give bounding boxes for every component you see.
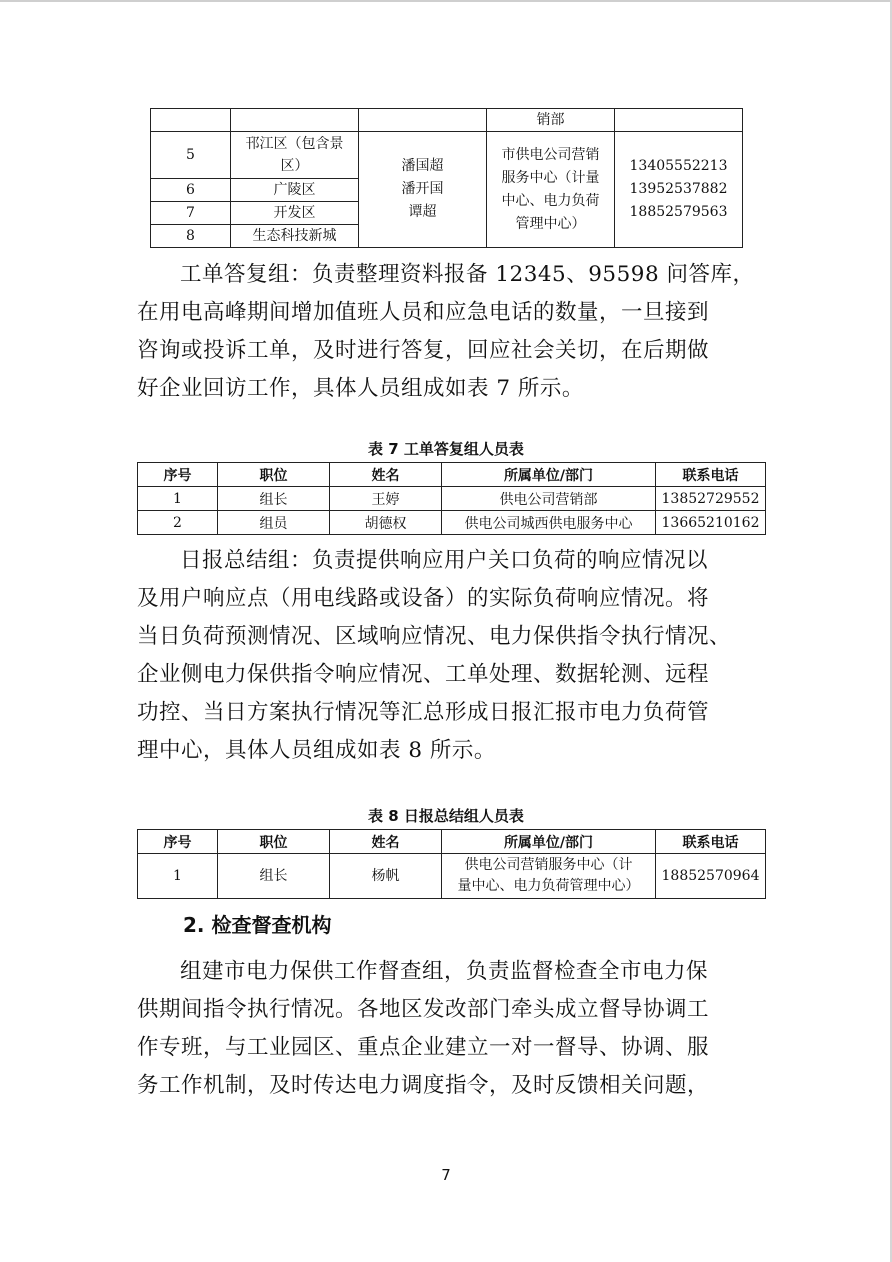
table-row xyxy=(151,132,743,179)
table-cell: 王婷 xyxy=(330,487,442,511)
text-line: 企业侧电力保供指令响应情况、工单处理、数据轮测、远程 xyxy=(137,662,710,687)
person-name: 谭超 xyxy=(408,204,437,220)
table-6-continuation xyxy=(150,108,743,248)
text-line: 在用电高峰期间增加值班人员和应急电话的数量，一旦接到 xyxy=(137,300,710,325)
paragraph-reply-group xyxy=(137,256,765,408)
text-line: 供期间指令执行情况。各地区发改部门牵头成立督导协调工 xyxy=(137,997,710,1022)
table-cell: 供电公司城西供电服务中心 xyxy=(442,511,656,535)
table-cell: 13665210162 xyxy=(656,511,766,535)
table-cell: 组长 xyxy=(218,487,330,511)
table-header-row xyxy=(138,463,766,487)
phone-number: 18852579563 xyxy=(629,204,728,220)
phone-number: 13952537882 xyxy=(629,181,728,197)
column-header: 联系电话 xyxy=(656,830,766,854)
table-cell xyxy=(231,109,359,132)
table-cell: 供电公司营销部 xyxy=(442,487,656,511)
table-header-row xyxy=(138,830,766,854)
table-cell: 1 xyxy=(138,854,218,899)
table-cell: 组长 xyxy=(218,854,330,899)
phones-cell xyxy=(615,132,743,248)
table-cell: 1 xyxy=(138,487,218,511)
person-name: 潘开国 xyxy=(401,181,444,197)
table-7 xyxy=(137,462,766,535)
table-7-caption: 表 7 工单答复组人员表 xyxy=(368,440,524,458)
page-top-edge xyxy=(0,0,892,2)
text-line: 及用户响应点（用电线路或设备）的实际负荷响应情况。将 xyxy=(137,586,710,611)
table-cell xyxy=(615,109,743,132)
unit-line: 供电公司营销服务中心（计 xyxy=(464,857,633,873)
page-number: 7 xyxy=(441,1166,451,1184)
row-number: 6 xyxy=(151,179,231,202)
district-cell: 广陵区 xyxy=(231,179,359,202)
table-cell: 2 xyxy=(138,511,218,535)
text-line: 当日负荷预测情况、区域响应情况、电力保供指令执行情况、 xyxy=(137,624,732,649)
table-row xyxy=(138,511,766,535)
column-header: 职位 xyxy=(218,463,330,487)
text-line: 理中心，具体人员组成如表 8 所示。 xyxy=(137,738,496,763)
table-row xyxy=(138,487,766,511)
table-8 xyxy=(137,829,766,899)
text-line: 组建市电力保供工作督查组，负责监督检查全市电力保 xyxy=(180,959,709,984)
column-header: 序号 xyxy=(138,830,218,854)
column-header: 联系电话 xyxy=(656,463,766,487)
names-cell xyxy=(359,132,487,248)
text-line: 功控、当日方案执行情况等汇总形成日报汇报市电力负荷管 xyxy=(137,700,710,725)
unit-line: 中心、电力负荷 xyxy=(501,192,600,209)
district-line: 区） xyxy=(280,158,309,174)
row-number: 8 xyxy=(151,225,231,248)
table-row xyxy=(151,109,743,132)
paragraph-daily-report-group xyxy=(137,542,765,770)
district-cell: 开发区 xyxy=(231,202,359,225)
column-header: 所属单位/部门 xyxy=(442,830,656,854)
column-header: 姓名 xyxy=(330,463,442,487)
table-cell: 13852729552 xyxy=(656,487,766,511)
table-cell: 杨帆 xyxy=(330,854,442,899)
district-line: 邗江区（包含景 xyxy=(245,136,344,152)
phone-number: 13405552213 xyxy=(629,158,728,174)
section-heading: 2. 检查督查机构 xyxy=(183,913,332,937)
unit-cell xyxy=(487,132,615,248)
column-header: 职位 xyxy=(218,830,330,854)
unit-line: 量中心、电力负荷管理中心） xyxy=(457,878,640,894)
table-cell: 组员 xyxy=(218,511,330,535)
column-header: 所属单位/部门 xyxy=(442,463,656,487)
row-number: 5 xyxy=(151,132,231,179)
row-number: 7 xyxy=(151,202,231,225)
column-header: 姓名 xyxy=(330,830,442,854)
table-row xyxy=(138,854,766,899)
district-cell xyxy=(231,132,359,179)
text-line: 咨询或投诉工单，及时进行答复，回应社会关切，在后期做 xyxy=(137,338,710,363)
table-cell: 18852570964 xyxy=(656,854,766,899)
table-cell: 销部 xyxy=(487,109,615,132)
table-cell xyxy=(359,109,487,132)
person-name: 潘国超 xyxy=(401,158,444,174)
unit-line: 服务中心（计量 xyxy=(501,169,600,186)
unit-line: 管理中心） xyxy=(515,215,586,232)
text-line: 作专班，与工业园区、重点企业建立一对一督导、协调、服 xyxy=(137,1035,710,1060)
table-cell xyxy=(151,109,231,132)
column-header: 序号 xyxy=(138,463,218,487)
table-8-caption: 表 8 日报总结组人员表 xyxy=(368,807,524,825)
text-line: 务工作机制，及时传达电力调度指令，及时反馈相关问题， xyxy=(137,1073,710,1098)
unit-line: 市供电公司营销 xyxy=(501,146,600,163)
paragraph-inspection xyxy=(137,953,765,1105)
text-line: 日报总结组：负责提供响应用户关口负荷的响应情况以 xyxy=(180,548,709,573)
table-cell: 胡德权 xyxy=(330,511,442,535)
unit-cell xyxy=(442,854,656,899)
text-line: 工单答复组：负责整理资料报备 12345、95598 问答库， xyxy=(180,262,755,287)
district-cell: 生态科技新城 xyxy=(231,225,359,248)
text-line: 好企业回访工作，具体人员组成如表 7 所示。 xyxy=(137,376,584,401)
